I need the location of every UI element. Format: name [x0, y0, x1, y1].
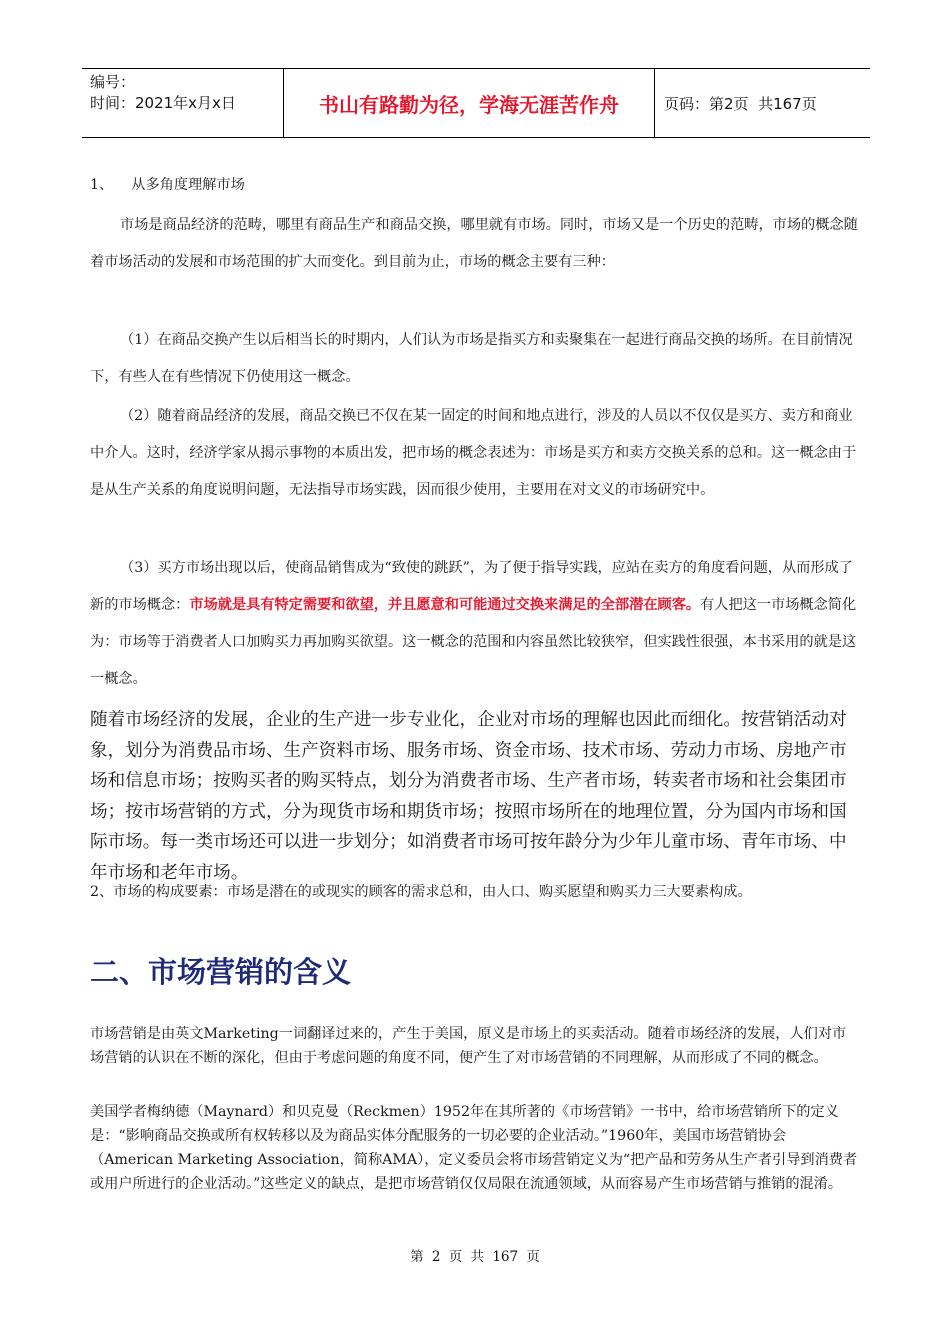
market-concept-item-1: （1）在商品交换产生以后相当长的时期内，人们认为市场是指买方和卖聚集在一起进行商品交换的场所。在目前情况下，有些人在有些情况下仍使用这一概念。	[90, 332, 853, 385]
header-page-info-cell	[655, 69, 870, 137]
market-elements: 2、市场的构成要素：市场是潜在的或现实的顾客的需求总和，由人口、购买愿望和购买力三大要素构成。	[90, 884, 752, 900]
market-concept-item-2: （2）随着商品经济的发展，商品交换已不仅在某一固定的时间和地点进行，涉及的人员以不仅仅是买方、卖方和商业中介人。这时，经济学家从揭示事物的本质出发，把市场的概念表述为：市场是买方和卖方交换关系的总和。这一概念由于是从生产关系的角度说明问题，无法指导市场实践，因而很少使用，主要用在对文义的市场研究中。	[90, 408, 857, 498]
section1-heading: 1、 从多角度理解市场	[90, 177, 245, 193]
page-footer: 第 2 页 共 167 页	[410, 1249, 540, 1265]
header-motto: 书山有路勤为径，学海无涯苦作舟	[284, 69, 655, 137]
page-header	[82, 68, 870, 138]
item3-highlight: 市场就是具有特定需要和欲望，并且愿意和可能通过交换来满足的全部潜在顾客。	[189, 597, 701, 613]
item3-text-after: 有人把这一市场概念简化为：市场等于消费者人口加购买力再加购买欲望。这一概念的范围和内容虽然比较狭窄，但实践性很强，本书采用的就是这一概念。	[90, 597, 857, 687]
section1-intro: 市场是商品经济的范畴，哪里有商品生产和商品交换，哪里就有市场。同时，市场又是一个历史的范畴，市场的概念随着市场活动的发展和市场范围的扩大而变化。到目前为止，市场的概念主要有三种：	[90, 217, 858, 270]
header-time-label: 时间：2021年x月x日	[90, 94, 236, 112]
marketing-origin-paragraph: 市场营销是由英文Marketing一词翻译过来的，产生于美国，原义是市场上的买卖活动。随着市场经济的发展，人们对市场营销的认识在不断的深化，但由于考虑问题的角度不同，便产生了对市场营销的不同理解，从而形成了不同的概念。	[90, 1026, 847, 1066]
header-page-info: 页码：第2页 共167页	[664, 94, 817, 113]
marketing-definitions-paragraph: 美国学者梅纳德（Maynard）和贝克曼（Reckmen）1952年在其所著的《市场营销》一书中，给市场营销所下的定义是：“影响商品交换或所有权转移以及为商品实体分配服务的一切必要的企业活动。”1960年，美国市场营销协会（American Marketing Association，简称AMA），定义委员会将市场营销定义为“把产品和劳务从生产者引导到消费者或用户所进行的企业活动。”这些定义的缺点，是把市场营销仅仅局限在流通领域，从而容易产生市场营销与推销的混淆。	[90, 1104, 858, 1192]
header-meta-cell	[82, 69, 284, 137]
market-concept-item-3	[90, 550, 860, 698]
item3-text-before: （3）买方市场出现以后，使商品销售成为“致使的跳跃”，为了便于指导实践，应站在卖方的角度看问题，从而形成了新的市场概念：	[90, 560, 853, 613]
market-classification: 随着市场经济的发展，企业的生产进一步专业化，企业对市场的理解也因此而细化。按营销活动对象，划分为消费品市场、生产资料市场、服务市场、资金市场、技术市场、劳动力市场、房地产市场和信息市场；按购买者的购买特点，划分为消费者市场、生产者市场，转卖者市场和社会集团市场；按市场营销的方式，分为现货市场和期货市场；按照市场所在的地理位置，分为国内市场和国际市场。每一类市场还可以进一步划分；如消费者市场可按年龄分为少年儿童市场、青年市场、中年市场和老年市场。	[90, 710, 847, 883]
header-number-label: 编号：	[90, 73, 136, 91]
section2-title: 二、市场营销的含义	[90, 955, 352, 989]
